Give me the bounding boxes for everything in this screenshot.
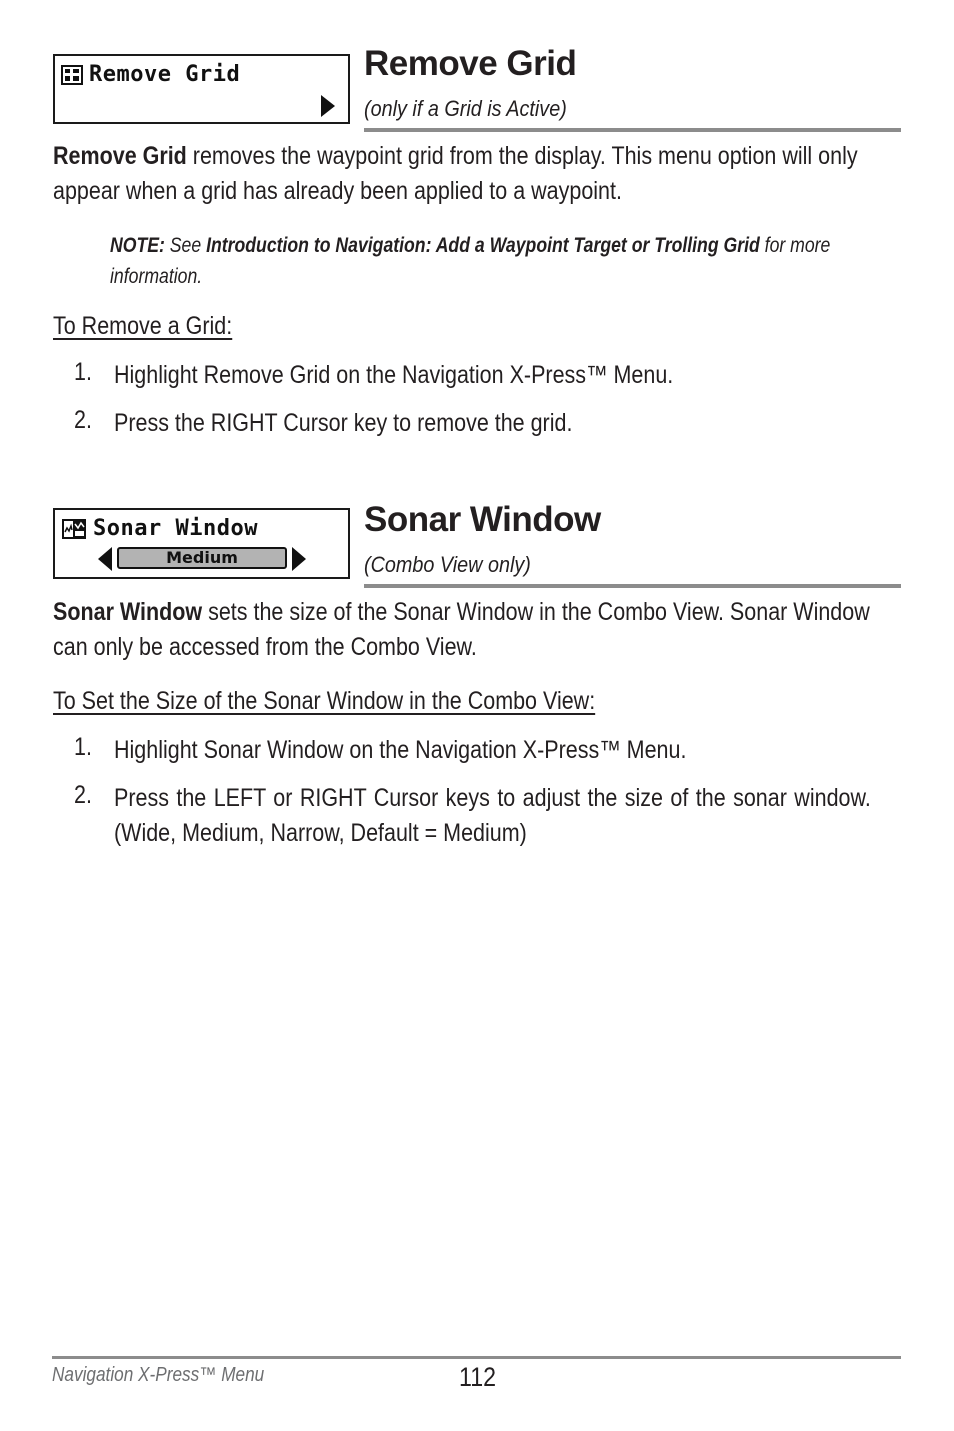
remove-grid-menu-label: Remove Grid	[89, 62, 241, 87]
step-number: 2.	[74, 781, 92, 809]
sonar-window-value: Medium	[166, 548, 238, 567]
note-reference: Introduction to Navigation: Add a Waypoint Target or Trolling Grid	[206, 234, 760, 257]
sonar-window-procedure-heading: To Set the Size of the Sonar Window in the Combo View:	[53, 687, 596, 715]
note-see: See	[164, 234, 207, 257]
step-number: 2.	[74, 406, 92, 434]
section-rule	[364, 584, 901, 588]
step-text: Press the RIGHT Cursor key to remove the grid.	[114, 409, 573, 437]
footer-rule	[52, 1356, 901, 1359]
right-arrow-icon	[320, 94, 336, 118]
remove-grid-procedure-heading: To Remove a Grid:	[53, 312, 233, 340]
sonar-window-value-field[interactable]	[117, 547, 287, 569]
step-text: Highlight Remove Grid on the Navigation X-Press™ Menu.	[114, 361, 674, 389]
sonar-window-menu-widget	[53, 508, 350, 579]
sonar-window-title: Sonar Window	[364, 500, 601, 539]
sonar-window-term: Sonar Window	[53, 598, 203, 626]
remove-grid-description	[53, 139, 903, 209]
sonar-window-menu-label: Sonar Window	[93, 516, 258, 541]
page-number: 112	[459, 1362, 497, 1392]
right-arrow-icon[interactable]	[291, 546, 307, 572]
step-text: Highlight Sonar Window on the Navigation X-Press™ Menu.	[114, 736, 687, 764]
remove-grid-term: Remove Grid	[53, 142, 187, 170]
remove-grid-title: Remove Grid	[364, 44, 577, 83]
step-text: Press the LEFT or RIGHT Cursor keys to adjust the size of the sonar window. (Wide, Medium, Narrow, Default = Medium)	[114, 784, 871, 847]
sonar-window-subtitle: (Combo View only)	[364, 552, 531, 577]
remove-grid-desc-text: removes the waypoint grid from the display. This menu option will only appear when a grid has already been applied to a waypoint.	[53, 142, 858, 205]
section-rule	[364, 128, 901, 132]
remove-grid-subtitle: (only if a Grid is Active)	[364, 96, 567, 121]
left-arrow-icon[interactable]	[97, 546, 113, 572]
remove-grid-menu-widget	[53, 54, 350, 124]
sonar-window-description	[53, 595, 903, 665]
note-tail: for more information.	[110, 234, 831, 288]
note-label: NOTE:	[110, 234, 165, 257]
note	[110, 230, 866, 292]
step-number: 1.	[74, 358, 92, 386]
running-head: Navigation X-Press™ Menu	[52, 1364, 265, 1386]
sonar-window-desc-text: sets the size of the Sonar Window in the Combo View. Sonar Window can only be accessed from the Combo View.	[53, 598, 870, 661]
grid-icon	[61, 65, 83, 85]
step-number: 1.	[74, 733, 92, 761]
sonar-window-icon	[61, 518, 87, 540]
